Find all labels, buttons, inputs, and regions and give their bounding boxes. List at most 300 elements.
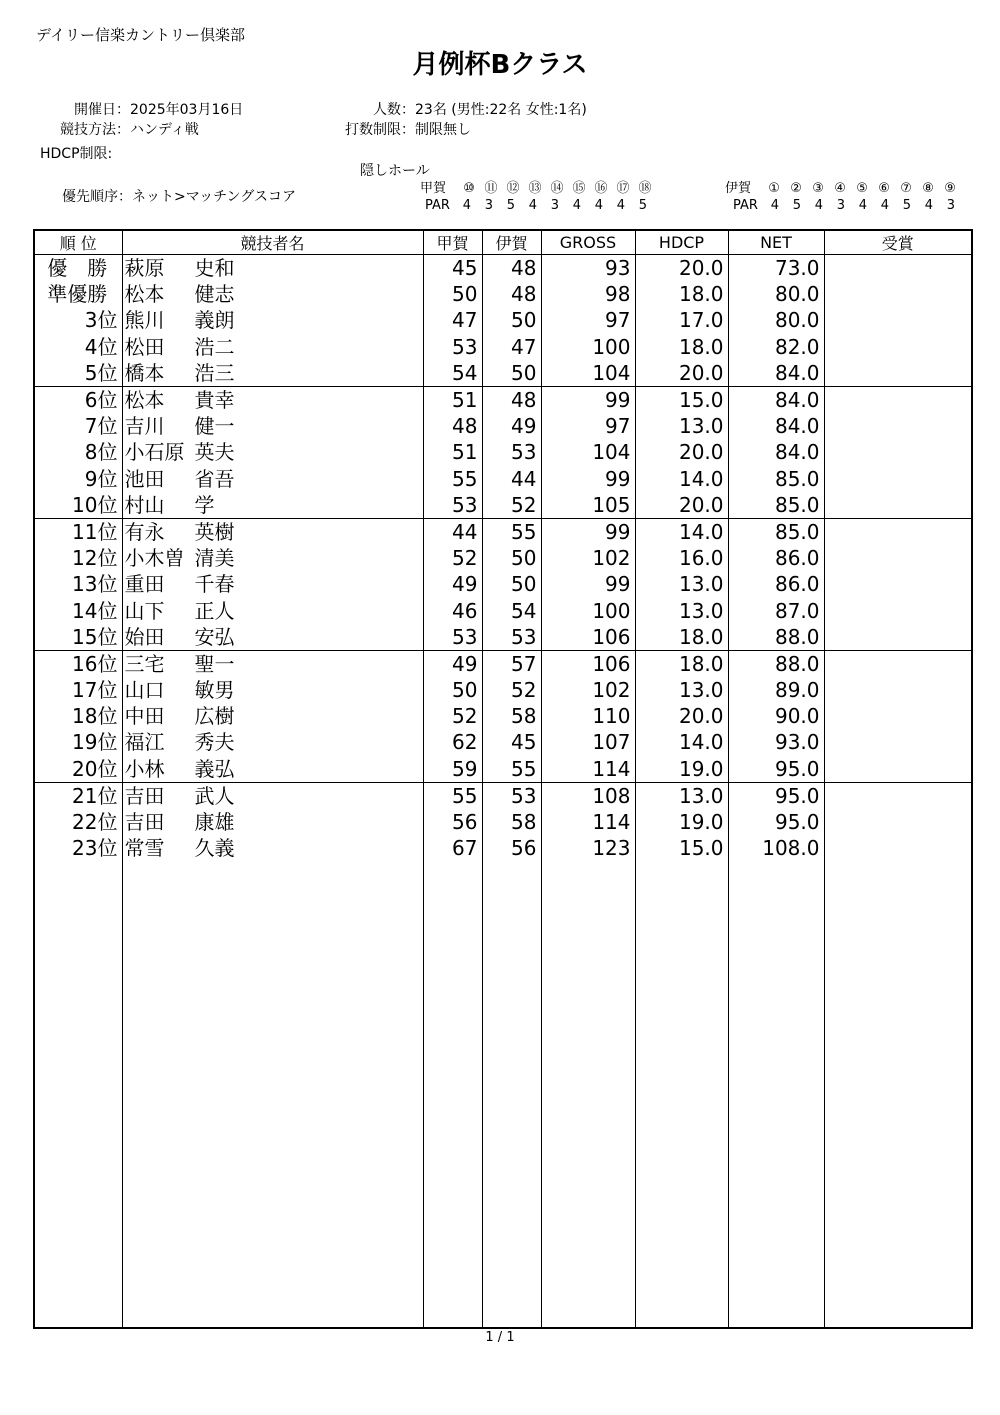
hdcp-value: 19.0 bbox=[635, 756, 728, 783]
award-cell bbox=[824, 835, 972, 861]
par-value: 4 bbox=[572, 198, 582, 213]
hole-number: ⑨ bbox=[944, 181, 956, 196]
name-cell bbox=[122, 360, 423, 387]
koka-score: 45 bbox=[423, 255, 482, 282]
page-title: 月例杯Bクラス bbox=[412, 50, 588, 80]
net-score: 84.0 bbox=[728, 386, 824, 413]
gross-score: 107 bbox=[541, 729, 635, 755]
name-cell bbox=[122, 650, 423, 677]
hdcp-value: 13.0 bbox=[635, 782, 728, 809]
hole-number: ⑦ bbox=[900, 181, 912, 196]
gross-score: 97 bbox=[541, 413, 635, 439]
rank-cell: 23位 bbox=[34, 835, 122, 861]
empty-space-row bbox=[34, 861, 972, 1328]
net-score: 88.0 bbox=[728, 650, 824, 677]
family-name: 池田 bbox=[124, 466, 165, 491]
iga-score: 57 bbox=[482, 650, 541, 677]
table-row bbox=[34, 624, 972, 651]
given-name: 英樹 bbox=[194, 519, 235, 544]
gross-score: 99 bbox=[541, 386, 635, 413]
rank-cell: 19位 bbox=[34, 729, 122, 755]
family-name: 福江 bbox=[124, 730, 165, 755]
gross-score: 104 bbox=[541, 439, 635, 465]
iga-score: 50 bbox=[482, 360, 541, 387]
gross-score: 98 bbox=[541, 281, 635, 307]
family-name: 山口 bbox=[124, 678, 165, 703]
family-name: 松本 bbox=[124, 282, 165, 307]
hole-number: ⑫ bbox=[506, 181, 520, 196]
par-value: 3 bbox=[550, 198, 560, 213]
rank-cell: 12位 bbox=[34, 545, 122, 571]
name-cell bbox=[122, 386, 423, 413]
gross-score: 123 bbox=[541, 835, 635, 861]
name-header: 競技者名 bbox=[122, 230, 423, 255]
family-name: 村山 bbox=[124, 492, 165, 517]
family-name: 橋本 bbox=[124, 360, 165, 385]
rank-cell: 18位 bbox=[34, 703, 122, 729]
par-value: 4 bbox=[616, 198, 626, 213]
rank-cell: 20位 bbox=[34, 756, 122, 783]
hole-number: ⑩ bbox=[463, 181, 475, 196]
award-cell bbox=[824, 492, 972, 519]
hidden-holes-label: 隠しホール bbox=[360, 163, 430, 179]
table-row bbox=[34, 518, 972, 545]
given-name: 安弘 bbox=[194, 624, 235, 649]
hdcp-value: 13.0 bbox=[635, 571, 728, 597]
table-row bbox=[34, 492, 972, 519]
name-cell bbox=[122, 703, 423, 729]
hole-number: ② bbox=[790, 181, 802, 196]
hole-number: ⑥ bbox=[878, 181, 890, 196]
net-score: 80.0 bbox=[728, 307, 824, 333]
award-cell bbox=[824, 518, 972, 545]
name-cell bbox=[122, 413, 423, 439]
given-name: 健志 bbox=[194, 282, 235, 307]
back-hole-row bbox=[725, 180, 962, 197]
given-name: 史和 bbox=[194, 256, 235, 281]
iga-score: 54 bbox=[482, 597, 541, 623]
table-header-row bbox=[34, 230, 972, 255]
table-row bbox=[34, 281, 972, 307]
net-score: 88.0 bbox=[728, 624, 824, 651]
name-cell bbox=[122, 729, 423, 755]
koka-score: 50 bbox=[423, 677, 482, 703]
net-header: NET bbox=[728, 230, 824, 255]
rank-cell: 14位 bbox=[34, 597, 122, 623]
par-value: 4 bbox=[462, 198, 472, 213]
gross-score: 106 bbox=[541, 650, 635, 677]
given-name: 敏男 bbox=[194, 678, 235, 703]
net-score: 95.0 bbox=[728, 756, 824, 783]
name-cell bbox=[122, 571, 423, 597]
hdcp-value: 18.0 bbox=[635, 281, 728, 307]
par-value: 4 bbox=[814, 198, 824, 213]
award-cell bbox=[824, 386, 972, 413]
table-row bbox=[34, 835, 972, 861]
net-score: 85.0 bbox=[728, 466, 824, 492]
koka-score: 54 bbox=[423, 360, 482, 387]
par-value: 5 bbox=[792, 198, 802, 213]
name-cell bbox=[122, 334, 423, 360]
family-name: 始田 bbox=[124, 624, 165, 649]
name-cell bbox=[122, 835, 423, 861]
name-cell bbox=[122, 677, 423, 703]
par-value: 4 bbox=[858, 198, 868, 213]
hdcp-value: 20.0 bbox=[635, 492, 728, 519]
gross-score: 99 bbox=[541, 518, 635, 545]
koka-score: 56 bbox=[423, 809, 482, 835]
koka-score: 47 bbox=[423, 307, 482, 333]
gross-score: 102 bbox=[541, 545, 635, 571]
iga-score: 50 bbox=[482, 307, 541, 333]
table-row bbox=[34, 677, 972, 703]
table-row bbox=[34, 386, 972, 413]
rank-cell: 優 勝 bbox=[34, 255, 122, 282]
koka-score: 67 bbox=[423, 835, 482, 861]
name-cell bbox=[122, 466, 423, 492]
given-name: 義弘 bbox=[194, 756, 235, 781]
gross-score: 93 bbox=[541, 255, 635, 282]
award-cell bbox=[824, 703, 972, 729]
par-value: 4 bbox=[594, 198, 604, 213]
award-cell bbox=[824, 782, 972, 809]
gross-score: 108 bbox=[541, 782, 635, 809]
award-cell bbox=[824, 756, 972, 783]
empty-cell bbox=[34, 861, 122, 1328]
net-score: 82.0 bbox=[728, 334, 824, 360]
family-name: 有永 bbox=[124, 519, 165, 544]
award-cell bbox=[824, 255, 972, 282]
given-name: 聖一 bbox=[194, 651, 235, 676]
par-value: 3 bbox=[836, 198, 846, 213]
club-name: デイリー信楽カントリー倶楽部 bbox=[36, 26, 245, 44]
given-name: 貴幸 bbox=[194, 388, 235, 413]
given-name: 健一 bbox=[194, 414, 235, 439]
hdcp-value: 18.0 bbox=[635, 334, 728, 360]
rank-cell: 17位 bbox=[34, 677, 122, 703]
given-name: 浩三 bbox=[194, 360, 235, 385]
koka-score: 53 bbox=[423, 624, 482, 651]
award-header: 受賞 bbox=[824, 230, 972, 255]
hole-number: ⑯ bbox=[594, 181, 608, 196]
people-label: 人数： bbox=[373, 102, 415, 118]
gross-score: 105 bbox=[541, 492, 635, 519]
date-label: 開催日： bbox=[74, 102, 130, 118]
net-score: 95.0 bbox=[728, 782, 824, 809]
given-name: 武人 bbox=[194, 783, 235, 808]
iga-score: 53 bbox=[482, 439, 541, 465]
hdcp-value: 13.0 bbox=[635, 597, 728, 623]
table-row bbox=[34, 756, 972, 783]
priority bbox=[48, 187, 296, 207]
hdcp-value: 14.0 bbox=[635, 518, 728, 545]
name-cell bbox=[122, 281, 423, 307]
iga-header: 伊賀 bbox=[482, 230, 541, 255]
rank-cell: 5位 bbox=[34, 360, 122, 387]
date-value: 2025年03月16日 bbox=[130, 102, 244, 118]
iga-score: 58 bbox=[482, 809, 541, 835]
par-value: 5 bbox=[902, 198, 912, 213]
family-name: 松田 bbox=[124, 334, 165, 359]
hidden-holes-front bbox=[420, 180, 656, 214]
given-name: 正人 bbox=[194, 598, 235, 623]
table-row bbox=[34, 703, 972, 729]
given-name: 学 bbox=[194, 492, 215, 517]
koka-header: 甲賀 bbox=[423, 230, 482, 255]
iga-score: 49 bbox=[482, 413, 541, 439]
name-cell bbox=[122, 255, 423, 282]
hdcp-value: 19.0 bbox=[635, 809, 728, 835]
rank-cell: 13位 bbox=[34, 571, 122, 597]
iga-score: 58 bbox=[482, 703, 541, 729]
iga-score: 55 bbox=[482, 518, 541, 545]
family-name: 常雪 bbox=[124, 836, 165, 861]
award-cell bbox=[824, 597, 972, 623]
empty-cell bbox=[824, 861, 972, 1328]
gross-score: 99 bbox=[541, 466, 635, 492]
award-cell bbox=[824, 545, 972, 571]
gross-score: 97 bbox=[541, 307, 635, 333]
empty-cell bbox=[541, 861, 635, 1328]
koka-score: 52 bbox=[423, 545, 482, 571]
limit-value: 制限無し bbox=[415, 122, 471, 138]
hdcp-limit-label: HDCP制限: bbox=[40, 146, 113, 162]
family-name: 三宅 bbox=[124, 651, 165, 676]
hole-number: ① bbox=[768, 181, 780, 196]
rank-cell: 16位 bbox=[34, 650, 122, 677]
net-score: 108.0 bbox=[728, 835, 824, 861]
gross-header: GROSS bbox=[541, 230, 635, 255]
meta-left bbox=[40, 100, 243, 140]
empty-cell bbox=[635, 861, 728, 1328]
iga-score: 50 bbox=[482, 571, 541, 597]
award-cell bbox=[824, 466, 972, 492]
name-cell bbox=[122, 492, 423, 519]
net-score: 90.0 bbox=[728, 703, 824, 729]
name-cell bbox=[122, 439, 423, 465]
limit-label: 打数制限： bbox=[345, 122, 415, 138]
rank-cell: 21位 bbox=[34, 782, 122, 809]
iga-score: 48 bbox=[482, 281, 541, 307]
hole-number: ⑬ bbox=[528, 181, 542, 196]
hole-number: ⑤ bbox=[856, 181, 868, 196]
empty-cell bbox=[482, 861, 541, 1328]
family-name: 吉川 bbox=[124, 414, 165, 439]
meta-right bbox=[325, 100, 587, 140]
iga-score: 50 bbox=[482, 545, 541, 571]
iga-score: 56 bbox=[482, 835, 541, 861]
rank-cell: 4位 bbox=[34, 334, 122, 360]
award-cell bbox=[824, 413, 972, 439]
page-number: 1 / 1 bbox=[485, 1330, 515, 1345]
table-row bbox=[34, 307, 972, 333]
hdcp-value: 20.0 bbox=[635, 255, 728, 282]
family-name: 小木曽 bbox=[124, 546, 185, 571]
given-name: 英夫 bbox=[194, 440, 235, 465]
koka-score: 52 bbox=[423, 703, 482, 729]
iga-score: 48 bbox=[482, 386, 541, 413]
rank-cell: 3位 bbox=[34, 307, 122, 333]
net-score: 84.0 bbox=[728, 439, 824, 465]
hdcp-value: 20.0 bbox=[635, 703, 728, 729]
net-score: 89.0 bbox=[728, 677, 824, 703]
front-course-label: 甲賀 bbox=[420, 181, 447, 196]
hole-number: ⑭ bbox=[550, 181, 564, 196]
table-row bbox=[34, 597, 972, 623]
back-course-label: 伊賀 bbox=[725, 181, 752, 196]
hdcp-value: 15.0 bbox=[635, 835, 728, 861]
koka-score: 59 bbox=[423, 756, 482, 783]
name-cell bbox=[122, 518, 423, 545]
par-value: 5 bbox=[638, 198, 648, 213]
empty-cell bbox=[423, 861, 482, 1328]
net-score: 95.0 bbox=[728, 809, 824, 835]
award-cell bbox=[824, 439, 972, 465]
gross-score: 104 bbox=[541, 360, 635, 387]
hdcp-value: 14.0 bbox=[635, 466, 728, 492]
table-row bbox=[34, 809, 972, 835]
koka-score: 49 bbox=[423, 571, 482, 597]
given-name: 久義 bbox=[194, 836, 235, 861]
table-row bbox=[34, 729, 972, 755]
net-score: 86.0 bbox=[728, 571, 824, 597]
table-row bbox=[34, 650, 972, 677]
award-cell bbox=[824, 809, 972, 835]
hidden-holes-back bbox=[725, 180, 962, 214]
award-cell bbox=[824, 307, 972, 333]
rank-cell: 7位 bbox=[34, 413, 122, 439]
gross-score: 110 bbox=[541, 703, 635, 729]
hole-number: ⑱ bbox=[638, 181, 652, 196]
koka-score: 55 bbox=[423, 782, 482, 809]
par-value: 4 bbox=[528, 198, 538, 213]
net-score: 87.0 bbox=[728, 597, 824, 623]
hole-number: ⑪ bbox=[484, 181, 498, 196]
gross-score: 100 bbox=[541, 334, 635, 360]
front-hole-row bbox=[420, 180, 656, 197]
koka-score: 51 bbox=[423, 386, 482, 413]
koka-score: 53 bbox=[423, 334, 482, 360]
koka-score: 51 bbox=[423, 439, 482, 465]
rank-cell: 15位 bbox=[34, 624, 122, 651]
family-name: 吉田 bbox=[124, 810, 165, 835]
net-score: 93.0 bbox=[728, 729, 824, 755]
hdcp-value: 17.0 bbox=[635, 307, 728, 333]
name-cell bbox=[122, 307, 423, 333]
rank-cell: 6位 bbox=[34, 386, 122, 413]
hdcp-limit bbox=[40, 144, 112, 164]
empty-cell bbox=[122, 861, 423, 1328]
given-name: 清美 bbox=[194, 546, 235, 571]
gross-score: 100 bbox=[541, 597, 635, 623]
table-row bbox=[34, 439, 972, 465]
iga-score: 52 bbox=[482, 677, 541, 703]
rank-cell: 9位 bbox=[34, 466, 122, 492]
koka-score: 49 bbox=[423, 650, 482, 677]
hdcp-value: 18.0 bbox=[635, 650, 728, 677]
rank-cell: 準優勝 bbox=[34, 281, 122, 307]
given-name: 浩二 bbox=[194, 334, 235, 359]
award-cell bbox=[824, 360, 972, 387]
gross-score: 99 bbox=[541, 571, 635, 597]
koka-score: 62 bbox=[423, 729, 482, 755]
par-value: 3 bbox=[946, 198, 956, 213]
given-name: 康雄 bbox=[194, 810, 235, 835]
given-name: 省吾 bbox=[194, 466, 235, 491]
iga-score: 53 bbox=[482, 782, 541, 809]
hdcp-value: 16.0 bbox=[635, 545, 728, 571]
rank-cell: 8位 bbox=[34, 439, 122, 465]
par-value: 4 bbox=[770, 198, 780, 213]
net-score: 85.0 bbox=[728, 492, 824, 519]
back-par-row bbox=[725, 197, 962, 214]
family-name: 中田 bbox=[124, 704, 165, 729]
hdcp-value: 15.0 bbox=[635, 386, 728, 413]
koka-score: 53 bbox=[423, 492, 482, 519]
name-cell bbox=[122, 756, 423, 783]
hdcp-value: 18.0 bbox=[635, 624, 728, 651]
family-name: 山下 bbox=[124, 598, 165, 623]
family-name: 吉田 bbox=[124, 783, 165, 808]
rank-cell: 11位 bbox=[34, 518, 122, 545]
name-cell bbox=[122, 809, 423, 835]
method-value: ハンディ戦 bbox=[130, 122, 199, 138]
iga-score: 48 bbox=[482, 255, 541, 282]
results-body bbox=[34, 255, 972, 1329]
award-cell bbox=[824, 650, 972, 677]
net-score: 73.0 bbox=[728, 255, 824, 282]
iga-score: 44 bbox=[482, 466, 541, 492]
award-cell bbox=[824, 281, 972, 307]
par-value: 4 bbox=[880, 198, 890, 213]
hdcp-value: 20.0 bbox=[635, 439, 728, 465]
award-cell bbox=[824, 571, 972, 597]
family-name: 熊川 bbox=[124, 308, 165, 333]
rank-cell: 22位 bbox=[34, 809, 122, 835]
koka-score: 50 bbox=[423, 281, 482, 307]
table-row bbox=[34, 571, 972, 597]
net-score: 80.0 bbox=[728, 281, 824, 307]
priority-label: 優先順序： bbox=[62, 189, 132, 205]
hole-number: ⑧ bbox=[922, 181, 934, 196]
back-par-label: PAR bbox=[733, 198, 758, 213]
family-name: 萩原 bbox=[124, 256, 165, 281]
iga-score: 45 bbox=[482, 729, 541, 755]
family-name: 松本 bbox=[124, 388, 165, 413]
net-score: 86.0 bbox=[728, 545, 824, 571]
hole-number: ⑰ bbox=[616, 181, 630, 196]
rank-header: 順 位 bbox=[34, 230, 122, 255]
award-cell bbox=[824, 334, 972, 360]
net-score: 85.0 bbox=[728, 518, 824, 545]
hole-number: ⑮ bbox=[572, 181, 586, 196]
front-par-label: PAR bbox=[425, 198, 450, 213]
koka-score: 48 bbox=[423, 413, 482, 439]
given-name: 義朗 bbox=[194, 308, 235, 333]
par-value: 4 bbox=[924, 198, 934, 213]
iga-score: 55 bbox=[482, 756, 541, 783]
family-name: 小林 bbox=[124, 756, 165, 781]
gross-score: 106 bbox=[541, 624, 635, 651]
given-name: 秀夫 bbox=[194, 730, 235, 755]
net-score: 84.0 bbox=[728, 413, 824, 439]
par-value: 3 bbox=[484, 198, 494, 213]
table-row bbox=[34, 545, 972, 571]
name-cell bbox=[122, 782, 423, 809]
koka-score: 55 bbox=[423, 466, 482, 492]
koka-score: 44 bbox=[423, 518, 482, 545]
iga-score: 47 bbox=[482, 334, 541, 360]
